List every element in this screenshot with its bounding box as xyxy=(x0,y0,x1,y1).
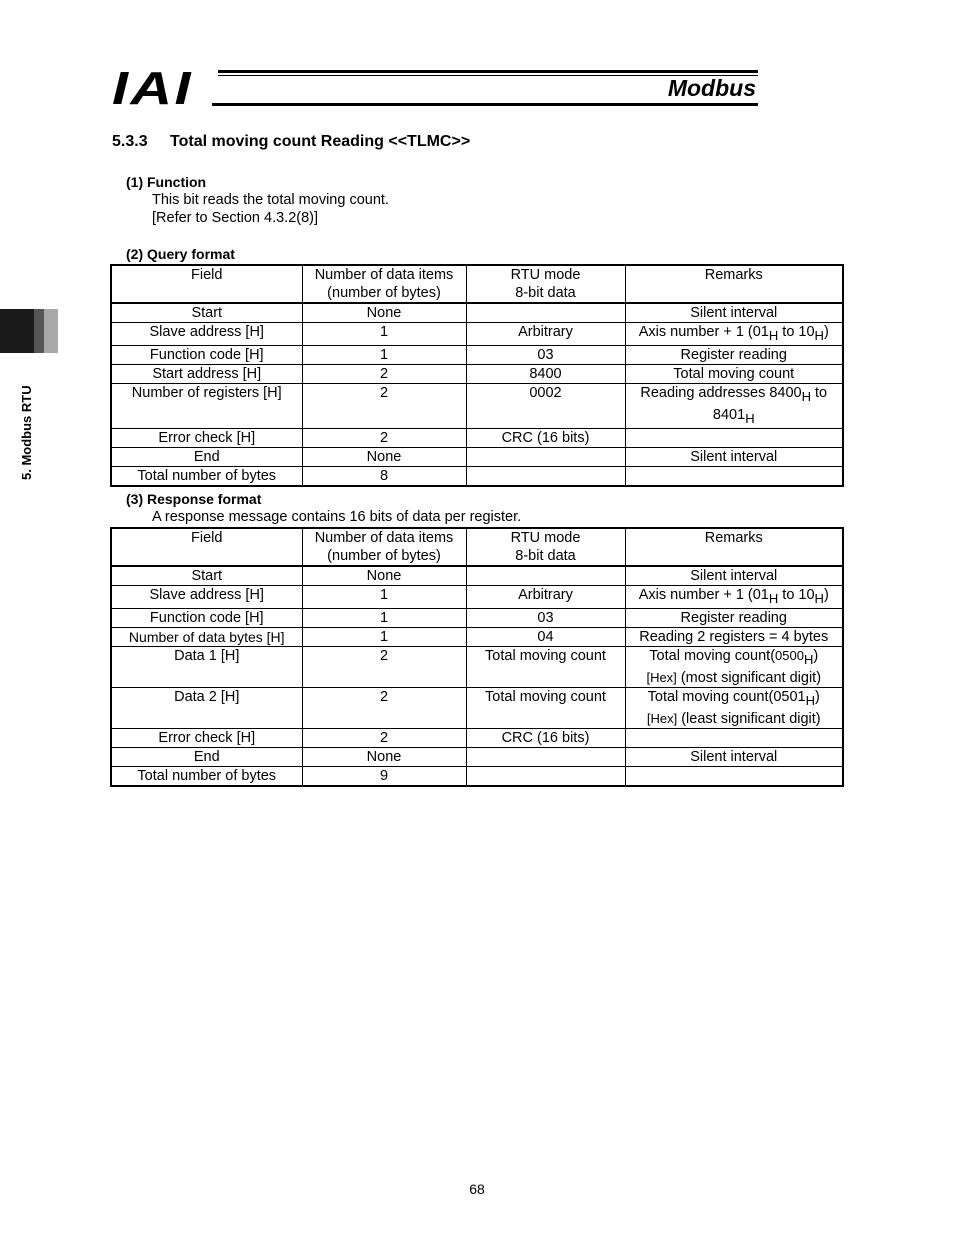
table-row: Number of data bytes [H] 1 04 Reading 2 registers = 4 bytes xyxy=(111,627,843,646)
function-reference: [Refer to Section 4.3.2(8)] xyxy=(152,210,319,226)
table-row: Total number of bytes 9 xyxy=(111,766,843,786)
query-format-table xyxy=(110,264,844,487)
table-row: End None Silent interval xyxy=(111,447,843,466)
page-number: 68 xyxy=(469,1181,485,1197)
table-row: End None Silent interval xyxy=(111,747,843,766)
query-heading: (2) Query format xyxy=(126,246,235,262)
table-row: Start address [H] 2 8400 Total moving count xyxy=(111,364,843,383)
header-rule-top xyxy=(218,70,758,73)
table-row: Slave address [H] 1 Arbitrary Axis number + 1 ($01_H$ to $10_H$) xyxy=(111,323,843,346)
function-description: This bit reads the total moving count. xyxy=(152,192,389,208)
header-rtu: RTU mode 8-bit data xyxy=(466,265,625,303)
header-field: Field xyxy=(111,528,302,566)
table-row: Error check [H] 2 CRC (16 bits) xyxy=(111,728,843,747)
response-description: A response message contains 16 bits of data per register. xyxy=(152,509,522,525)
header-remarks: Remarks xyxy=(625,528,843,566)
header-rtu: RTU mode 8-bit data xyxy=(466,528,625,566)
table-header-row xyxy=(111,265,843,303)
chapter-tab-marker xyxy=(0,309,58,353)
response-format-table xyxy=(110,527,844,787)
table-row: Number of registers [H] 2 0002 Reading addresses $8400_H$ to $8401_H$ xyxy=(111,383,843,428)
table-row: Function code [H] 1 03 Register reading xyxy=(111,345,843,364)
response-heading: (3) Response format xyxy=(126,491,262,507)
table-row: Error check [H] 2 CRC (16 bits) xyxy=(111,428,843,447)
table-row: Start None Silent interval xyxy=(111,566,843,586)
section-number: 5.3.3 xyxy=(112,133,148,150)
header-count: Number of data items (number of bytes) xyxy=(302,265,466,303)
section-heading: Total moving count Reading <<TLMC>> xyxy=(170,133,471,150)
header-field: Field xyxy=(111,265,302,303)
header-rule-bottom xyxy=(212,103,758,106)
table-row: Data 2 [H] 2 Total moving count Total moving $count(0501_H)$ [Hex] (least significant digit) xyxy=(111,687,843,728)
table-header-row xyxy=(111,528,843,566)
table-row: Start None Silent interval xyxy=(111,303,843,323)
header-remarks: Remarks xyxy=(625,265,843,303)
table-row: Data 1 [H] 2 Total moving count Total moving $count(0500_H)$ [Hex] (most significant digit) xyxy=(111,646,843,687)
chapter-side-label: 5. Modbus RTU xyxy=(19,385,34,480)
table-row: Total number of bytes 8 xyxy=(111,466,843,486)
table-row: Function code [H] 1 03 Register reading xyxy=(111,608,843,627)
header-count: Number of data items (number of bytes) xyxy=(302,528,466,566)
section-title xyxy=(112,133,470,151)
function-heading: (1) Function xyxy=(126,174,207,190)
table-row: Slave address [H] 1 Arbitrary Axis number + 1 ($01_H$ to $10_H$) xyxy=(111,586,843,609)
page-header xyxy=(112,62,762,114)
header-title: Modbus xyxy=(667,75,756,101)
iai-logo: IAI xyxy=(112,62,193,114)
